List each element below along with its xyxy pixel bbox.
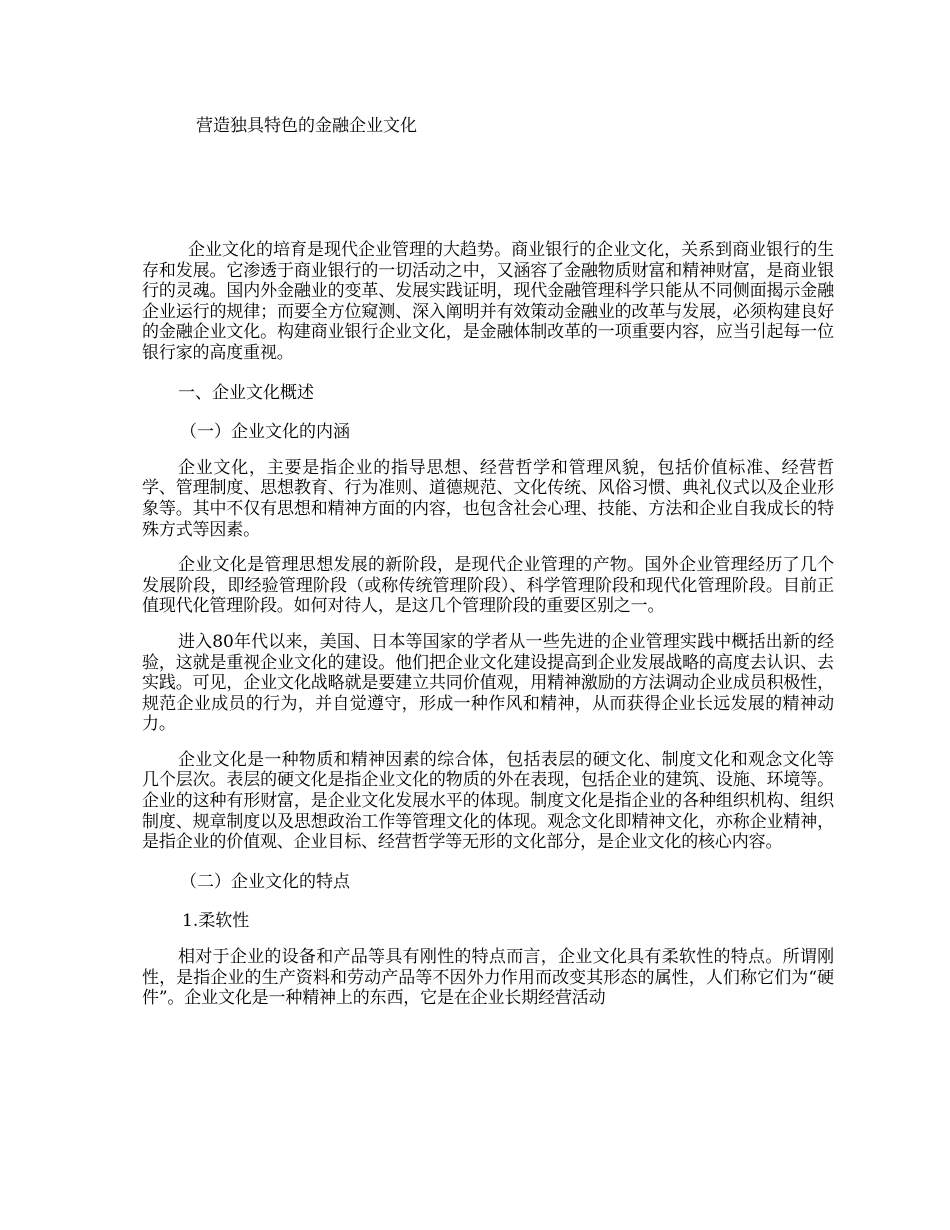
subsection-heading-1: （一）企业文化的内涵 <box>180 422 350 443</box>
section-heading-1: 一、企业文化概述 <box>178 382 314 403</box>
document-title: 营造独具特色的金融企业文化 <box>196 116 417 136</box>
body-paragraph-2: 企业文化是管理思想发展的新阶段，是现代企业管理的产物。国外企业管理经历了几个发展阶段，即经验管理阶段（或称传统管理阶段）、科学管理阶段和现代化管理阶段。目前正值现代化管理阶段。如何对待人，是这几个管理阶段的重要区别之一。 <box>142 555 834 617</box>
body-paragraph-3: 进入80年代以来，美国、日本等国家的学者从一些先进的企业管理实践中概括出新的经验，这就是重视企业文化的建设。他们把企业文化建设提高到企业发展战略的高度去认识、去实践。可见，企业文化战略就是要建立共同价值观，用精神激励的方法调动企业成员积极性，规范企业成员的行为，并自觉遵守，形成一种作风和精神，从而获得企业长远发展的精神动力。 <box>142 631 834 735</box>
body-paragraph-1: 企业文化，主要是指企业的指导思想、经营哲学和管理风貌，包括价值标准、经营哲学、管理制度、思想教育、行为准则、道德规范、文化传统、风俗习惯、典礼仪式以及企业形象等。其中不仅有思想和精神方面的内容，也包含社会心理、技能、方法和企业自我成长的特殊方式等因素。 <box>142 457 834 540</box>
body-paragraph-5: 相对于企业的设备和产品等具有刚性的特点而言，企业文化具有柔软性的特点。所谓刚性，是指企业的生产资料和劳动产品等不因外力作用而改变其形态的属性，人们称它们为“硬件”。企业文化是一种精神上的东西，它是在企业长期经营活动 <box>142 947 834 1009</box>
subsection-heading-2: （二）企业文化的特点 <box>180 871 350 892</box>
numbered-heading-1: 1.柔软性 <box>182 911 250 932</box>
intro-paragraph: 企业文化的培育是现代企业管理的大趋势。商业银行的企业文化，关系到商业银行的生存和发展。它渗透于商业银行的一切活动之中，又涵容了金融物质财富和精神财富，是商业银行的灵魂。国内外金融业的变革、发展实践证明，现代金融管理科学只能从不同侧面揭示金融企业运行的规律；而要全方位窥测、深入阐明并有效策动金融业的改革与发展，必须构建良好的金融企业文化。构建商业银行企业文化，是金融体制改革的一项重要内容，应当引起每一位银行家的高度重视。 <box>142 240 834 363</box>
document-body <box>142 240 834 1009</box>
body-paragraph-4: 企业文化是一种物质和精神因素的综合体，包括表层的硬文化、制度文化和观念文化等几个层次。表层的硬文化是指企业文化的物质的外在表现，包括企业的建筑、设施、环境等。企业的这种有形财富，是企业文化发展水平的体现。制度文化是指企业的各种组织机构、组织制度、规章制度以及思想政治工作等管理文化的体现。观念文化即精神文化，亦称企业精神，是指企业的价值观、企业目标、经营哲学等无形的文化部分，是企业文化的核心内容。 <box>142 749 834 853</box>
